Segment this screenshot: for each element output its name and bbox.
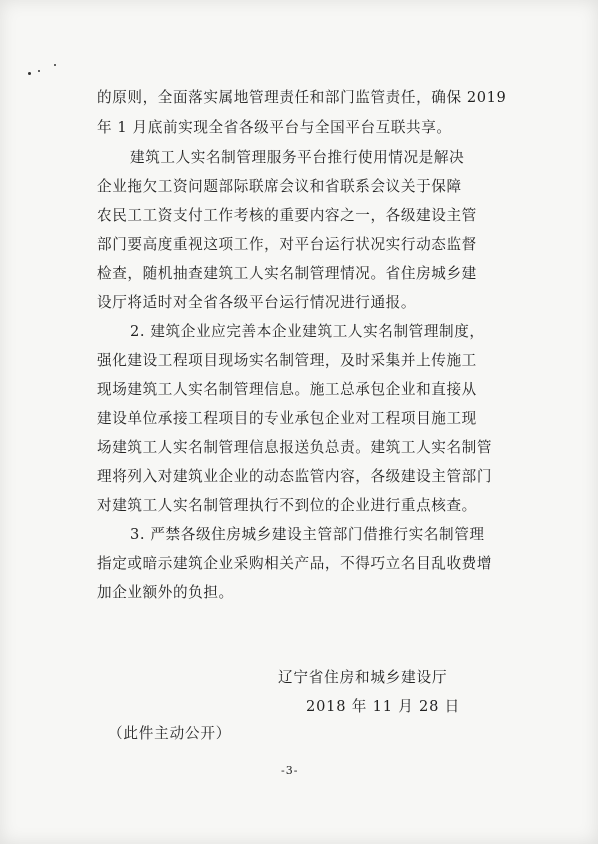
body-line: 理将列入对建筑业企业的动态监管内容，各级建设主管部门 <box>97 468 493 485</box>
body-line: 设厅将适时对全省各级平台运行情况进行通报。 <box>97 294 417 311</box>
body-line: 农民工工资支付工作考核的重要内容之一，各级建设主管 <box>97 207 477 224</box>
body-line: 部门要高度重视这项工作，对平台运行状况实行动态监督 <box>97 236 477 253</box>
body-line: 场建筑工人实名制管理信息报送负总责。建筑工人实名制管 <box>97 439 493 456</box>
body-line: 检查，随机抽查建筑工人实名制管理情况。省住房城乡建 <box>97 265 477 282</box>
issuer-name: 辽宁省住房和城乡建设厅 <box>278 669 448 686</box>
body-line: 3. 严禁各级住房城乡建设主管部门借推行实名制管理 <box>130 526 485 543</box>
body-line: 对建筑工人实名制管理执行不到位的企业进行重点核查。 <box>97 497 477 514</box>
body-line: 年 1 月底前实现全省各级平台与全国平台互联共享。 <box>97 119 452 136</box>
body-line: 指定或暗示建筑企业采购相关产品，不得巧立名目乱收费增 <box>97 555 493 572</box>
scan-speck <box>28 72 31 75</box>
body-line: 建筑工人实名制管理服务平台推行使用情况是解决 <box>130 149 465 166</box>
scan-speck <box>38 70 40 72</box>
body-line: 企业拖欠工资问题部际联席会议和省联系会议关于保障 <box>97 178 462 195</box>
body-line: 现场建筑工人实名制管理信息。施工总承包企业和直接从 <box>97 381 477 398</box>
page-number: -3- <box>281 764 299 777</box>
body-line: 加企业额外的负担。 <box>97 584 234 601</box>
body-line: 建设单位承接工程项目的专业承包企业对工程项目施工现 <box>97 410 477 427</box>
scan-speck <box>54 64 56 66</box>
body-line: 2. 建筑企业应完善本企业建筑工人实名制管理制度， <box>130 323 485 340</box>
issue-date: 2018 年 11 月 28 日 <box>306 698 461 715</box>
body-line: 强化建设工程项目现场实名制管理，及时采集并上传施工 <box>97 352 477 369</box>
disclosure-note: （此件主动公开） <box>108 725 232 742</box>
body-line: 的原则，全面落实属地管理责任和部门监管责任，确保 2019 <box>97 89 507 106</box>
